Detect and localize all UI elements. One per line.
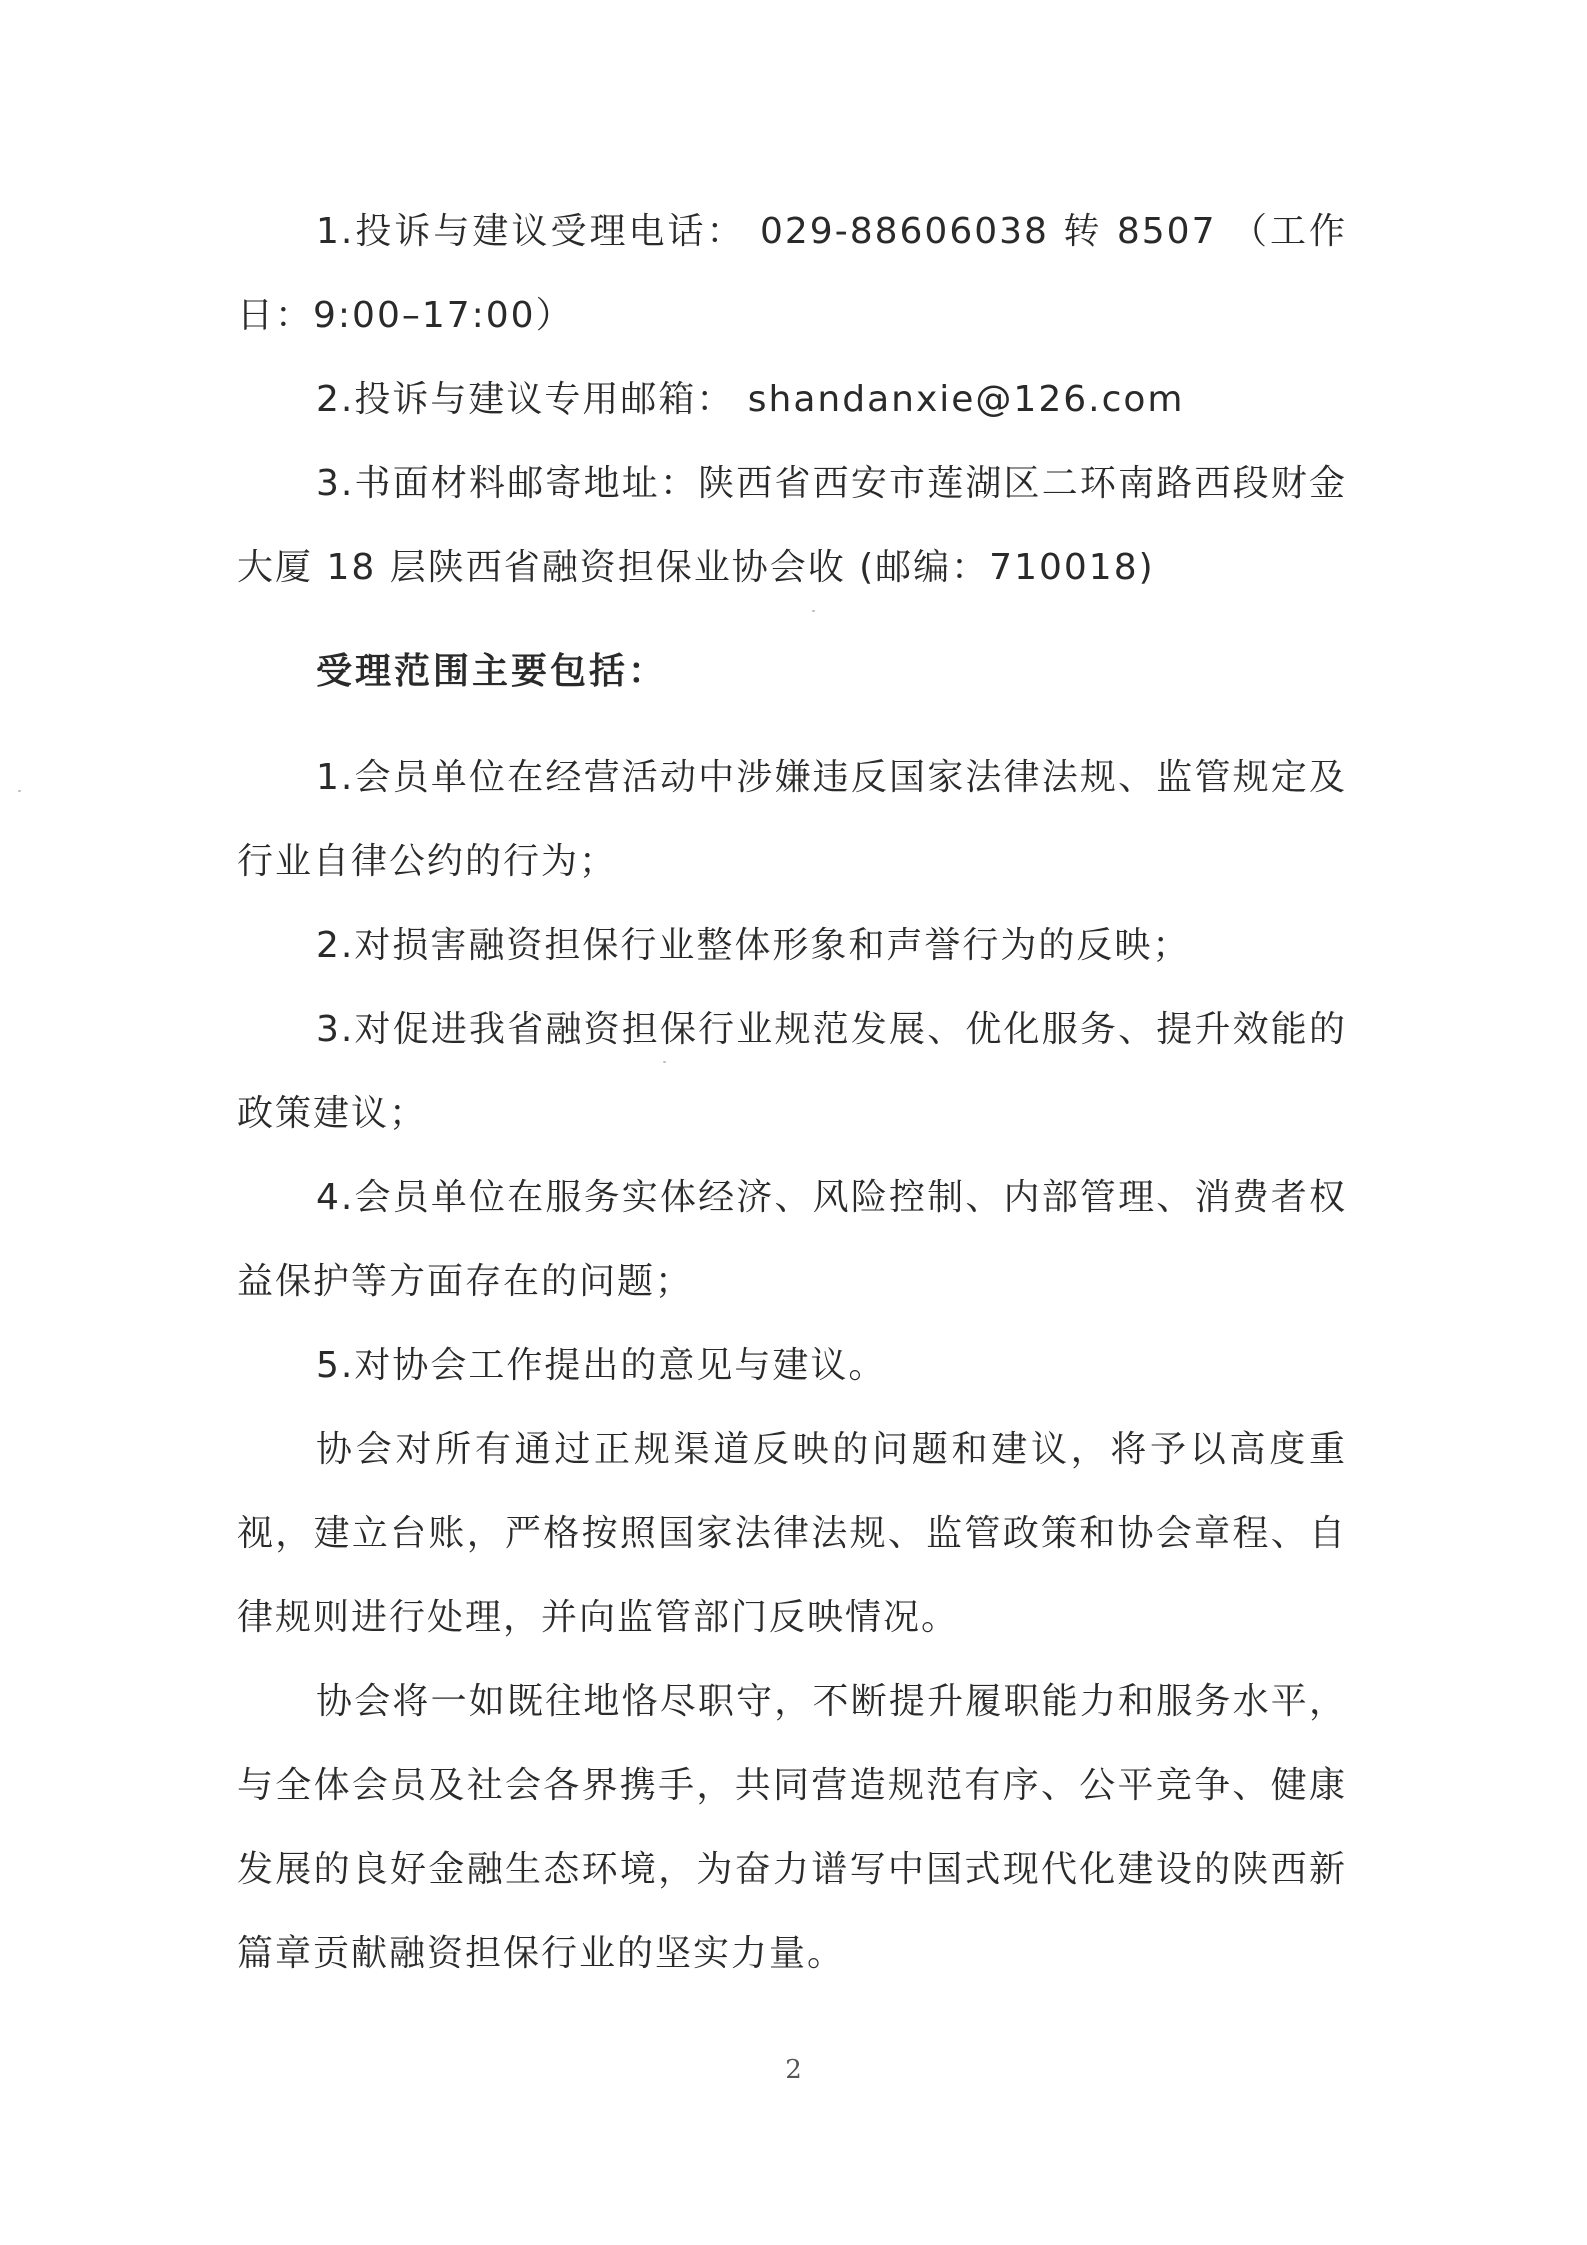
scan-speck — [663, 1061, 666, 1063]
scope-heading: 受理范围主要包括： — [316, 651, 668, 692]
closing-paragraph-2: 协会将一如既往地恪尽职守，不断提升履职能力和服务水平，与全体会员及社会各界携手，共同营造规范有序、公平竞争、健康发展的良好金融生态环境，为奋力谱写中国式现代化建设的陕西新篇章贡献融资担保行业的坚实力量。 — [237, 1681, 1347, 1974]
scope-item-4: 4.会员单位在服务实体经济、风险控制、内部管理、消费者权益保护等方面存在的问题； — [237, 1177, 1347, 1302]
contact-email: 2.投诉与建议专用邮箱： shandanxie@126.com — [316, 379, 1185, 420]
page-number: 2 — [785, 2055, 802, 2085]
scope-item-2: 2.对损害融资担保行业整体形象和声誉行为的反映； — [316, 925, 1191, 966]
scope-item-1: 1.会员单位在经营活动中涉嫌违反国家法律法规、监管规定及行业自律公约的行为； — [237, 757, 1347, 882]
contact-address: 3.书面材料邮寄地址：陕西省西安市莲湖区二环南路西段财金大厦 18 层陕西省融资担保业协会收 (邮编：710018) — [237, 463, 1347, 588]
scan-speck — [812, 610, 815, 612]
scope-item-5: 5.对协会工作提出的意见与建议。 — [316, 1345, 887, 1386]
scope-item-3: 3.对促进我省融资担保行业规范发展、优化服务、提升效能的政策建议； — [237, 1009, 1347, 1134]
contact-phone: 1.投诉与建议受理电话： 029-88606038 转 8507 （工作日：9:00–17:00） — [237, 211, 1347, 336]
scan-speck — [18, 790, 21, 792]
closing-paragraph-1: 协会对所有通过正规渠道反映的问题和建议，将予以高度重视，建立台账，严格按照国家法律法规、监管政策和协会章程、自律规则进行处理，并向监管部门反映情况。 — [237, 1429, 1347, 1638]
